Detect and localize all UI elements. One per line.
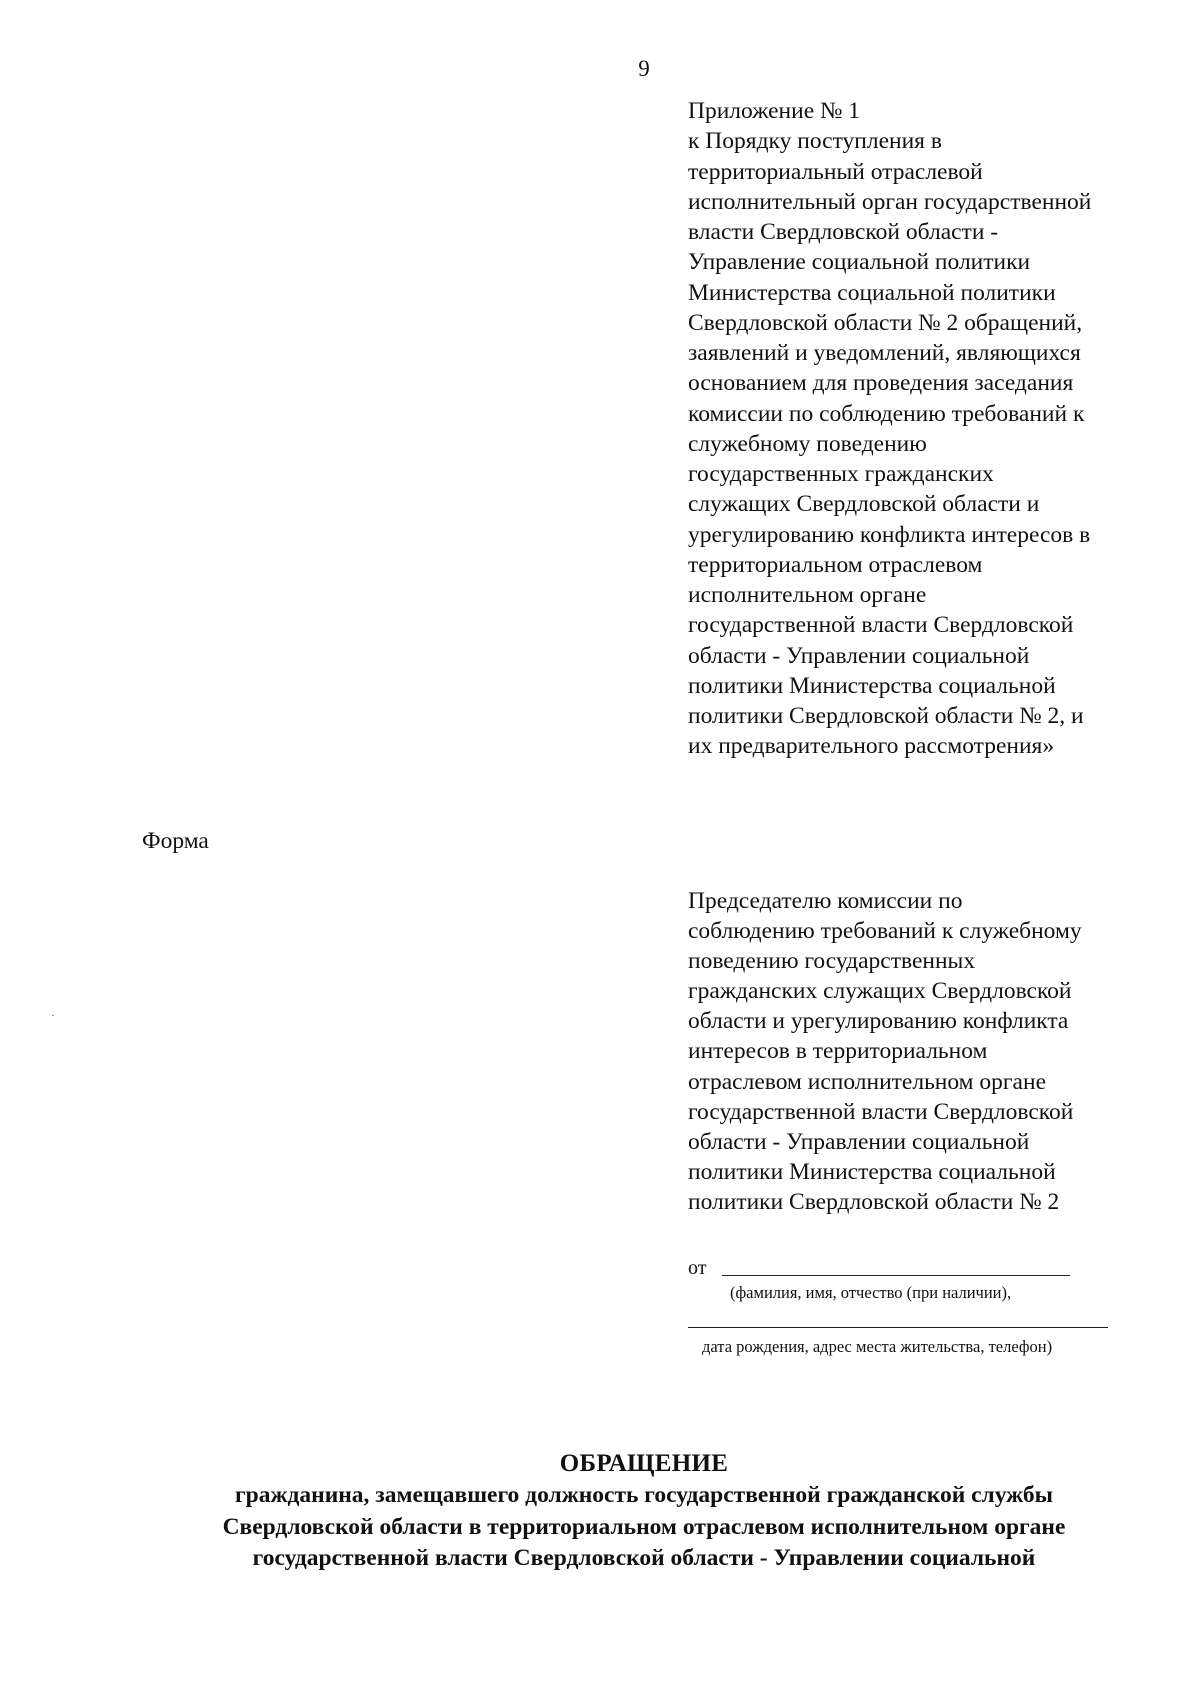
appendix-line: основанием для проведения заседания bbox=[688, 370, 1074, 397]
appendix-reference bbox=[688, 96, 1178, 762]
appendix-line: государственных гражданских bbox=[688, 461, 994, 487]
addressee-line: гражданских служащих Свердловской bbox=[688, 978, 1072, 1005]
appendix-line: территориальный отраслевой bbox=[688, 158, 983, 185]
from-field bbox=[688, 1254, 1088, 1284]
appendix-line: служащих Свердловской области и bbox=[688, 491, 1040, 518]
scan-speck bbox=[52, 1015, 54, 1016]
addressee-line: соблюдению требований к служебному bbox=[688, 918, 1082, 945]
addressee-line: политики Свердловской области № 2 bbox=[688, 1188, 1060, 1215]
document-subtitle bbox=[0, 1480, 1200, 1575]
appendix-line: области - Управлении социальной bbox=[688, 642, 1030, 669]
addressee-line: поведению государственных bbox=[688, 948, 976, 975]
appendix-line: политики Министерства социальной bbox=[688, 672, 1056, 699]
addressee-line: области и урегулированию конфликта bbox=[688, 1008, 1069, 1035]
appendix-line: государственной власти Свердловской bbox=[688, 612, 1074, 639]
from-label: от bbox=[688, 1257, 707, 1279]
appendix-line: служебному поведению bbox=[688, 430, 927, 457]
page-number: 9 bbox=[638, 56, 650, 81]
addressee-line: интересов в территориальном bbox=[688, 1038, 988, 1065]
addressee-line: государственной власти Свердловской bbox=[688, 1098, 1074, 1125]
addressee-line: области - Управлении социальной bbox=[688, 1128, 1030, 1155]
appendix-line: территориальном отраслевом bbox=[688, 551, 983, 578]
document-subtitle-line: гражданина, замещавшего должность государственной гражданской службы bbox=[235, 1482, 1053, 1508]
appendix-line: Приложение № 1 bbox=[688, 98, 861, 124]
appendix-line: их предварительного рассмотрения» bbox=[688, 733, 1055, 760]
appendix-line: власти Свердловской области - bbox=[688, 219, 999, 245]
addressee-line: политики Министерства социальной bbox=[688, 1158, 1056, 1185]
form-label: Форма bbox=[142, 828, 209, 854]
applicant-name-blank-line bbox=[722, 1275, 1070, 1276]
document-subtitle-line: государственной власти Свердловской области - Управлении социальной bbox=[252, 1545, 1036, 1571]
appendix-line: комиссии по соблюдению требований к bbox=[688, 400, 1085, 427]
appendix-line: заявлений и уведомлений, являющихся bbox=[688, 340, 1081, 366]
appendix-line: урегулированию конфликта интересов в bbox=[688, 521, 1091, 548]
appendix-line: Свердловской области № 2 обращений, bbox=[688, 309, 1083, 336]
applicant-details-blank-line bbox=[688, 1327, 1108, 1328]
addressee-line: Председателю комиссии по bbox=[688, 888, 963, 914]
appendix-line: исполнительный орган государственной bbox=[688, 188, 1092, 215]
addressee-line: отраслевом исполнительном органе bbox=[688, 1068, 1046, 1095]
appendix-line: политики Свердловской области № 2, и bbox=[688, 703, 1084, 729]
document-title: ОБРАЩЕНИЕ bbox=[559, 1450, 729, 1477]
appendix-line: Управление социальной политики bbox=[688, 249, 1031, 276]
appendix-line: к Порядку поступления в bbox=[688, 128, 942, 155]
document-subtitle-line: Свердловской области в территориальном отраслевом исполнительном органе bbox=[222, 1513, 1066, 1540]
applicant-name-caption: (фамилия, имя, отчество (при наличии), bbox=[730, 1283, 1012, 1302]
applicant-details-caption: дата рождения, адрес места жительства, телефон) bbox=[702, 1337, 1053, 1356]
addressee-block bbox=[688, 886, 1178, 1217]
appendix-line: Министерства социальной политики bbox=[688, 279, 1056, 306]
appendix-line: исполнительном органе bbox=[688, 582, 927, 608]
